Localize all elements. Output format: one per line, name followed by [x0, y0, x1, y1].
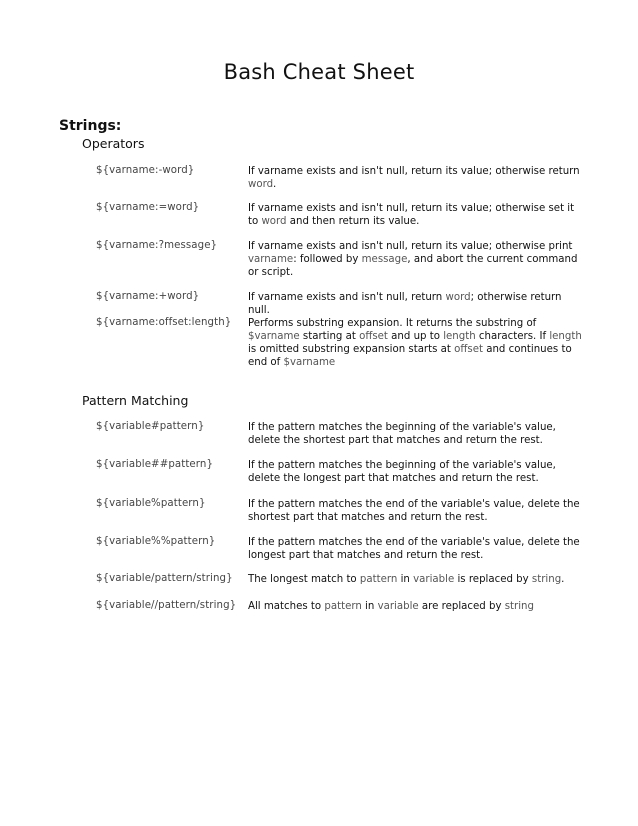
desc-text: and up to [387, 331, 444, 342]
inline-code: $varname [283, 357, 336, 368]
desc-text: ; otherwise return null. [248, 292, 562, 316]
operator-description [248, 165, 586, 191]
desc-text: in [361, 601, 378, 612]
inline-code: pattern [324, 601, 362, 612]
operator-description [248, 240, 586, 279]
pattern-code: ${variable#pattern} [96, 421, 205, 432]
inline-code: word [445, 292, 471, 303]
pattern-code: ${variable/pattern/string} [96, 573, 233, 584]
subheading-operators: Operators [82, 136, 145, 151]
pattern-description [248, 573, 586, 586]
inline-code: string [504, 601, 534, 612]
inline-code: offset [359, 331, 388, 342]
pattern-code: ${variable//pattern/string} [96, 600, 237, 611]
desc-text: All matches to [248, 601, 325, 612]
desc-text: and continues to end of [248, 344, 572, 368]
desc-text: If the pattern matches the beginning of the variable's value, delete the longest part that matches and return the rest. [248, 460, 556, 484]
desc-text: in [397, 574, 414, 585]
pattern-code: ${variable%%pattern} [96, 536, 216, 547]
desc-text: is replaced by [454, 574, 532, 585]
desc-text: is omitted substring expansion starts at [248, 344, 455, 355]
inline-code: length [549, 331, 582, 342]
inline-code: $varname [248, 331, 300, 342]
desc-text: If varname exists and isn't null, return [248, 292, 446, 303]
operator-code: ${varname:=word} [96, 202, 200, 213]
pattern-description [248, 536, 586, 562]
subheading-pattern-matching: Pattern Matching [82, 393, 189, 408]
desc-text: The longest match to [248, 574, 360, 585]
page-title: Bash Cheat Sheet [223, 60, 415, 84]
operator-code: ${varname:offset:length} [96, 317, 232, 328]
desc-text: starting at [299, 331, 360, 342]
desc-text: . [273, 179, 277, 190]
inline-code: varname [248, 254, 294, 265]
inline-code: variable [413, 574, 455, 585]
operator-code: ${varname:?message} [96, 240, 218, 251]
desc-text: : followed by [293, 254, 362, 265]
operator-code: ${varname:+word} [96, 291, 200, 302]
desc-text: . [561, 574, 565, 585]
inline-code: word [248, 179, 274, 190]
desc-text: If varname exists and isn't null, return its value; otherwise return [248, 166, 580, 177]
desc-text: If varname exists and isn't null, return its value; otherwise print [248, 241, 573, 252]
desc-text: , and abort the current command or script. [248, 254, 578, 278]
pattern-code: ${variable##pattern} [96, 459, 214, 470]
pattern-code: ${variable%pattern} [96, 498, 206, 509]
inline-code: pattern [359, 574, 398, 585]
operator-description [248, 202, 586, 228]
pattern-description [248, 498, 586, 524]
operator-description [248, 291, 586, 317]
desc-text: characters. If [475, 331, 550, 342]
pattern-description [248, 421, 586, 447]
desc-text: and then return its value. [286, 216, 420, 227]
inline-code: message [361, 254, 408, 265]
operator-description [248, 317, 586, 369]
inline-code: offset [454, 344, 483, 355]
desc-text: If the pattern matches the end of the variable's value, delete the longest part that matches and return the rest. [248, 537, 580, 561]
pattern-description [248, 459, 586, 485]
pattern-description [248, 600, 586, 613]
inline-code: length [443, 331, 476, 342]
inline-code: string [531, 574, 562, 585]
operator-code: ${varname:-word} [96, 165, 195, 176]
inline-code: word [261, 216, 287, 227]
desc-text: If the pattern matches the end of the variable's value, delete the shortest part that matches and return the rest. [248, 499, 580, 523]
desc-text: If the pattern matches the beginning of the variable's value, delete the shortest part that matches and return the rest. [248, 422, 556, 446]
section-heading-strings: Strings: [59, 118, 122, 134]
inline-code: variable [377, 601, 419, 612]
desc-text: are replaced by [418, 601, 505, 612]
desc-text: Performs substring expansion. It returns the substring of [248, 318, 537, 329]
desc-text: If varname exists and isn't null, return its value; otherwise set it to [248, 203, 575, 227]
